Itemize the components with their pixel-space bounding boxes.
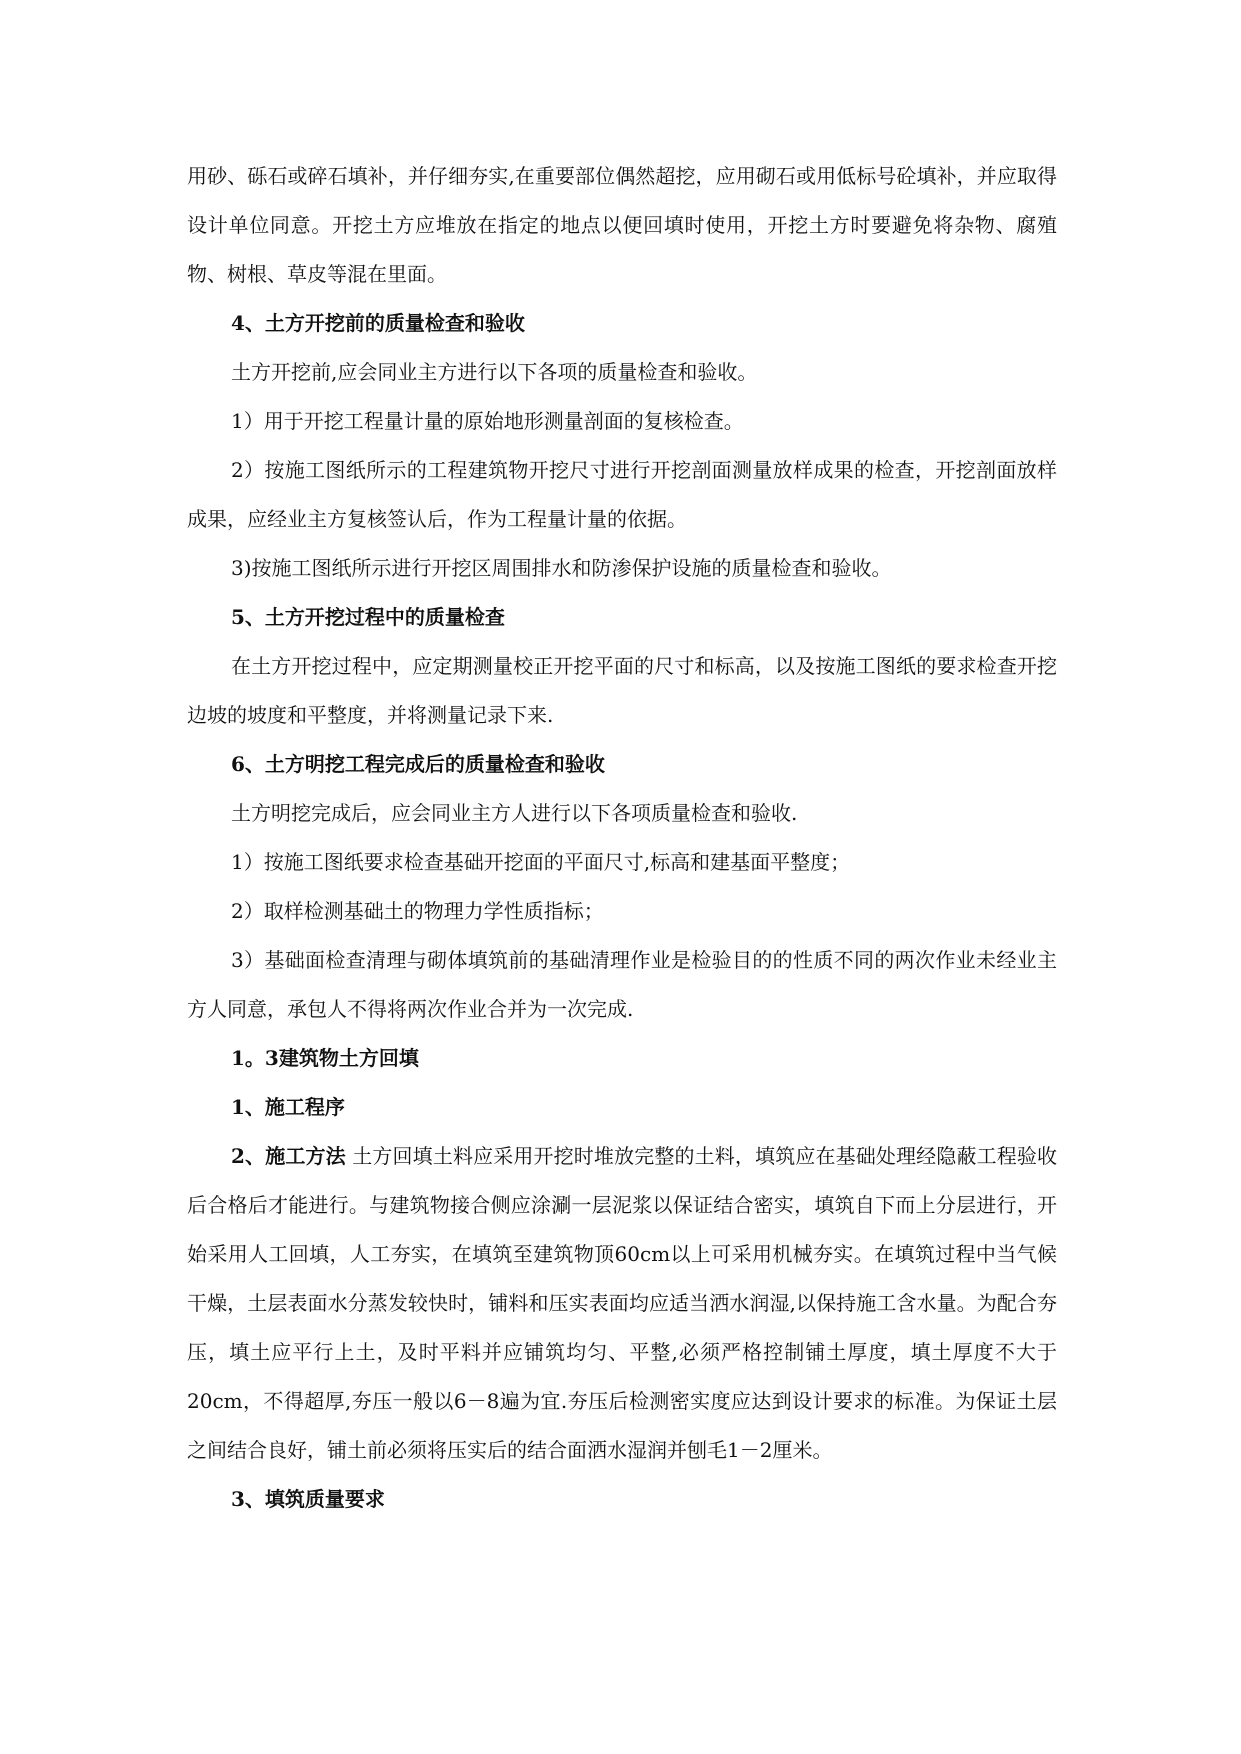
list-item: 3)按施工图纸所示进行开挖区周围排水和防渗保护设施的质量检查和验收。 [231,556,892,580]
body-paragraph: 土方开挖前,应会同业主方进行以下各项的质量检查和验收。 [231,360,758,384]
subsection-heading: 1。3建筑物土方回填 [231,1046,419,1070]
section-heading: 5、土方开挖过程中的质量检查 [231,605,505,629]
list-item: 1）按施工图纸要求检查基础开挖面的平面尺寸,标高和建基面平整度； [231,850,851,874]
section-heading: 1、施工程序 [231,1095,345,1119]
list-item: 1）用于开挖工程量计量的原始地形测量剖面的复核检查。 [231,409,744,433]
section-heading: 3、填筑质量要求 [231,1487,385,1511]
section-heading: 6、土方明挖工程完成后的质量检查和验收 [231,752,605,776]
method-text: 土方回填土料应采用开挖时堆放完整的土料，填筑应在基础处理经隐蔽工程验收后合格后才能进行。与建筑物接合侧应涂涮一层泥浆以保证结合密实，填筑自下而上分层进行，开始采用人工回填，人工夯实，在填筑至建筑物顶60cm以上可采用机械夯实。在填筑过程中当气候干燥，土层表面水分蒸发较快时，铺料和压实表面均应适当洒水润湿,以保持施工含水量。为配合夯压，填土应平行上土，及时平料并应铺筑均匀、平整,必须严格控制铺土厚度，填土厚度不大于20cm，不得超厚,夯压一般以6－8遍为宜.夯压后检测密实度应达到设计要求的标准。为保证土层之间结合良好，铺土前必须将压实后的结合面洒水湿润并刨毛1－2厘米。 [187,1144,1058,1462]
body-paragraph: 土方明挖完成后，应会同业主方人进行以下各项质量检查和验收. [231,801,798,825]
list-item: 2）按施工图纸所示的工程建筑物开挖尺寸进行开挖剖面测量放样成果的检查，开挖剖面放样成果，应经业主方复核签认后，作为工程量计量的依据。 [187,458,1057,531]
method-paragraph [187,1132,1057,1475]
list-item: 3）基础面检查清理与砌体填筑前的基础清理作业是检验目的的性质不同的两次作业未经业主方人同意，承包人不得将两次作业合并为一次完成. [187,948,1057,1021]
list-item: 2）取样检测基础土的物理力学性质指标； [231,899,604,923]
method-lead: 2、施工方法 [231,1144,346,1168]
body-paragraph: 在土方开挖过程中，应定期测量校正开挖平面的尺寸和标高，以及按施工图纸的要求检查开挖边坡的坡度和平整度，并将测量记录下来. [187,654,1057,727]
body-paragraph: 用砂、砾石或碎石填补，并仔细夯实,在重要部位偶然超挖，应用砌石或用低标号砼填补，并应取得设计单位同意。开挖土方应堆放在指定的地点以便回填时使用，开挖土方时要避免将杂物、腐殖物、树根、草皮等混在里面。 [187,164,1057,286]
section-heading: 4、土方开挖前的质量检查和验收 [231,311,525,335]
